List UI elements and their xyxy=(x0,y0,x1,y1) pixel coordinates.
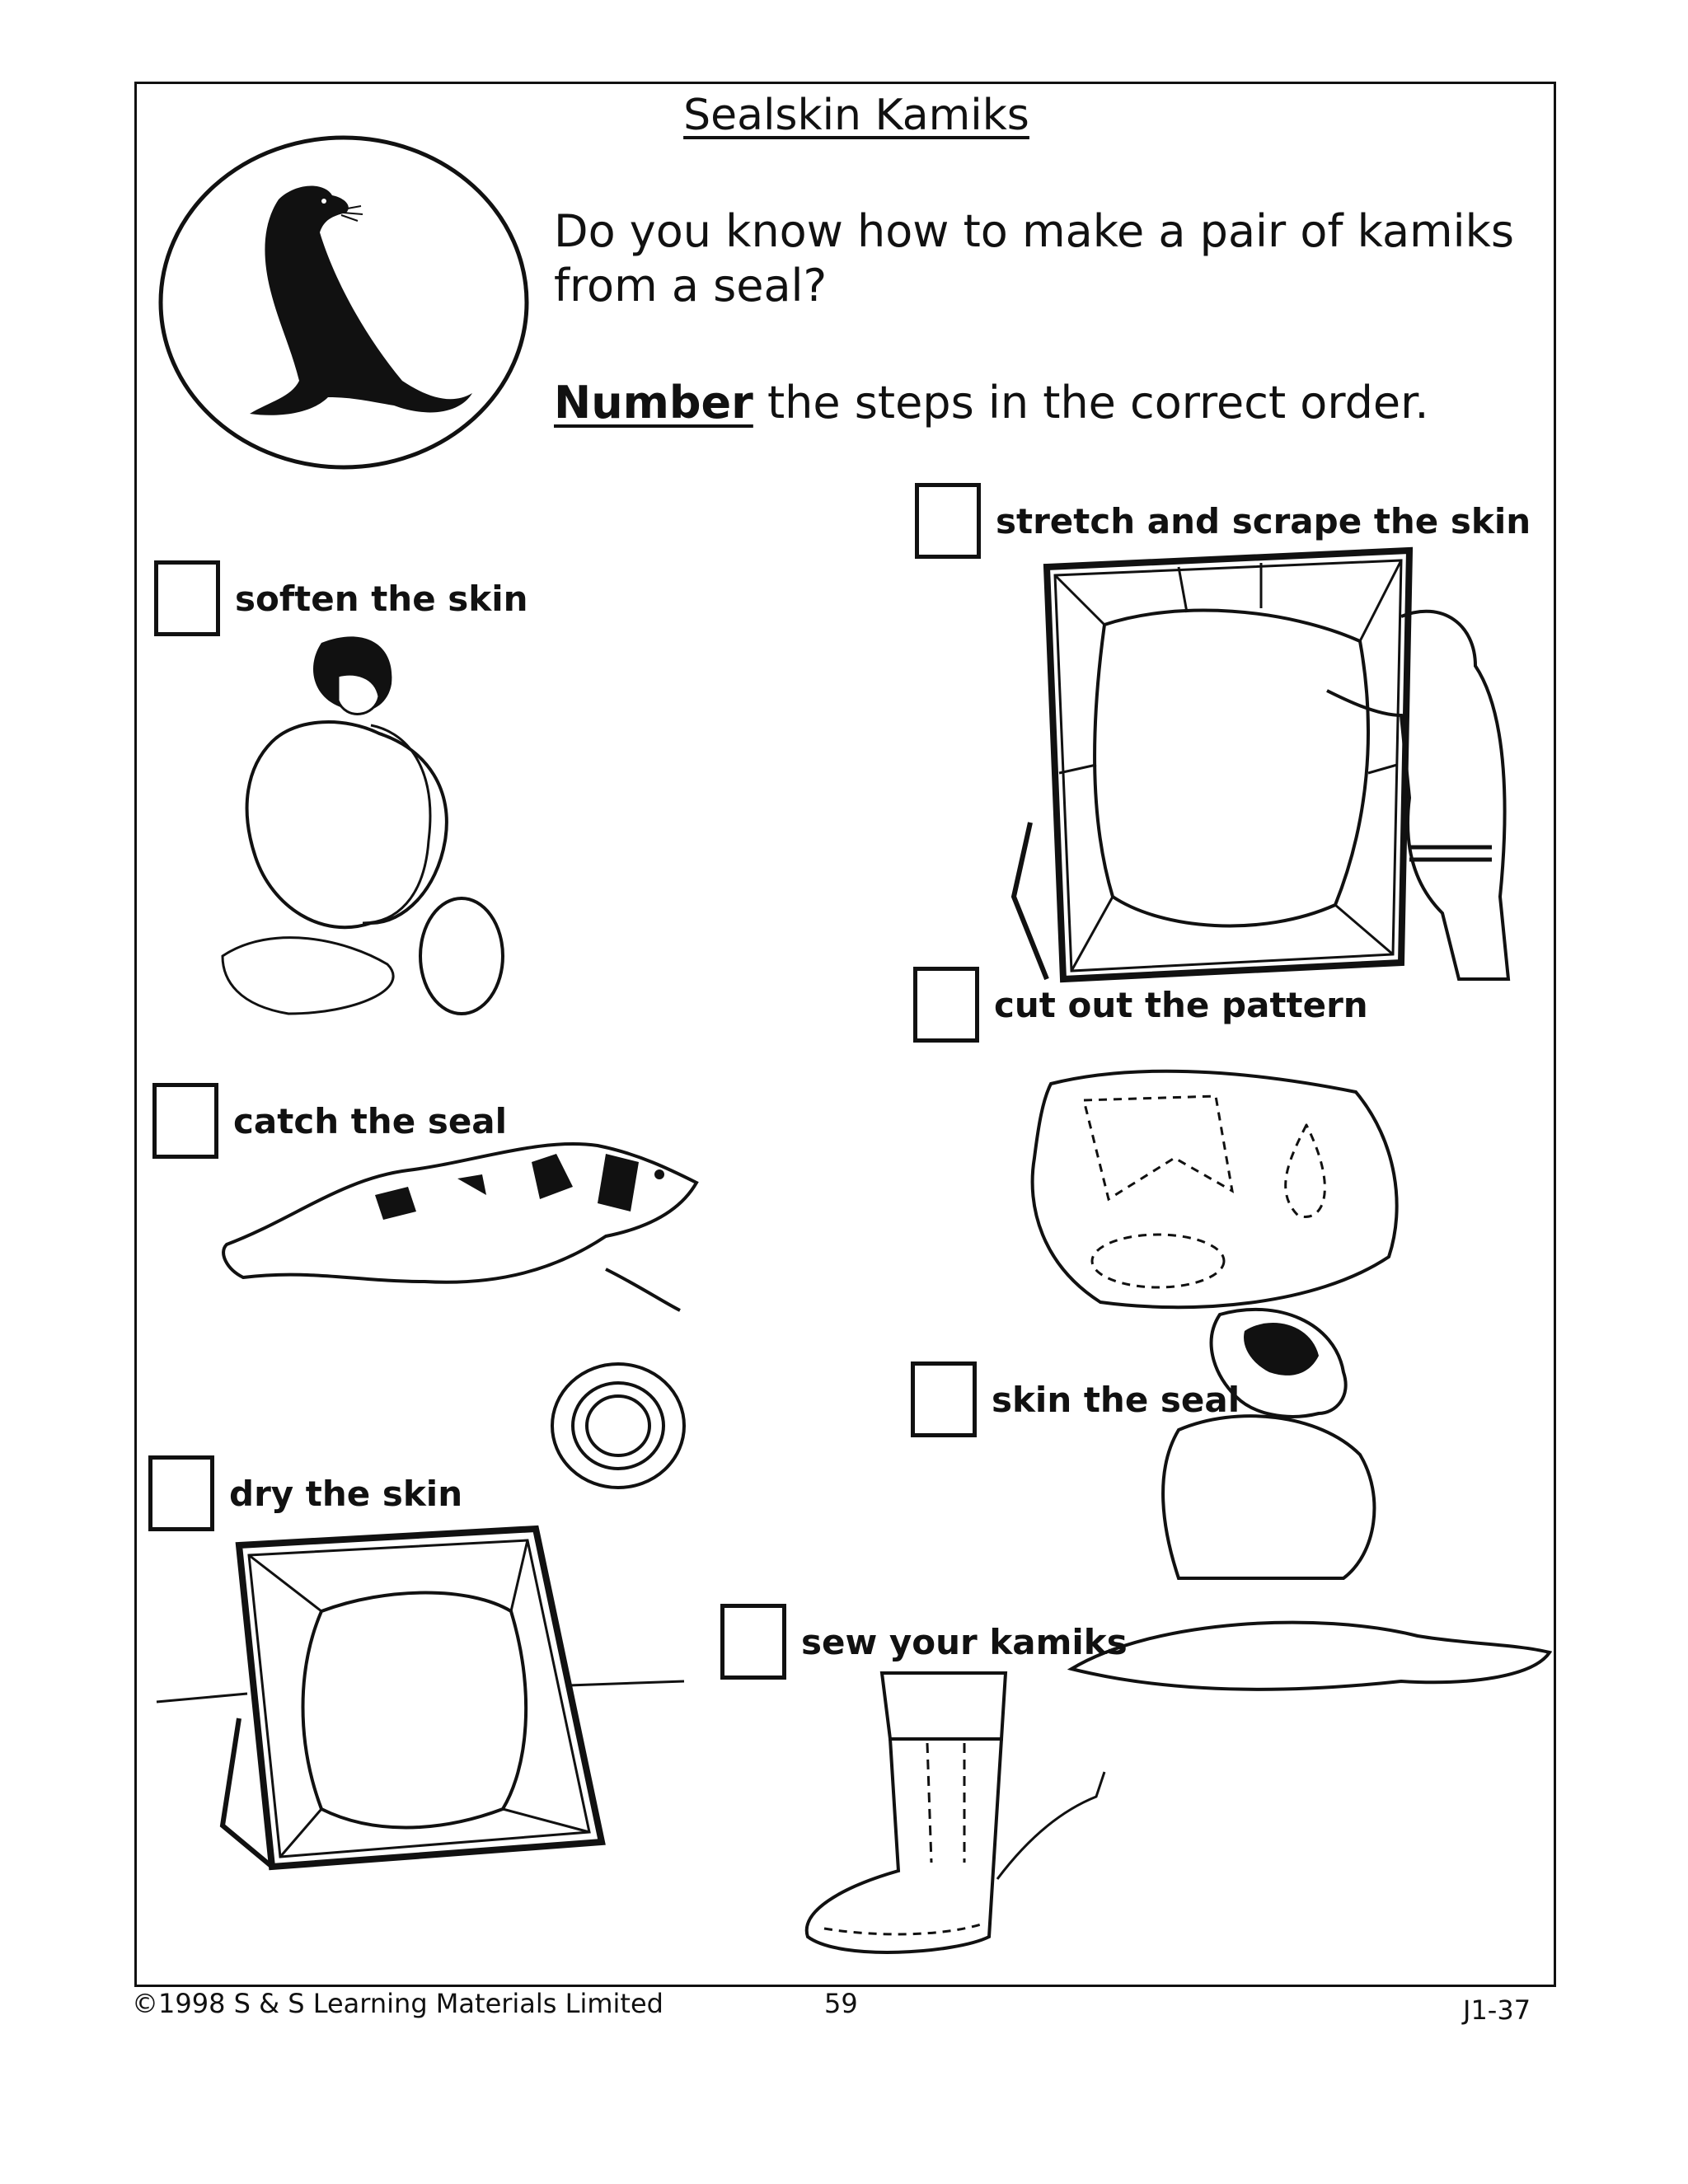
stretch-skin-illustration xyxy=(1014,551,1525,996)
worksheet-title-row xyxy=(0,91,1688,140)
worksheet-instruction xyxy=(554,376,1526,430)
ring-illustration xyxy=(548,1360,688,1492)
step-number-box[interactable] xyxy=(152,1083,218,1159)
soften-skin-illustration xyxy=(223,626,552,1022)
seal-medallion-illustration xyxy=(155,134,532,471)
cut-pattern-illustration xyxy=(1026,1059,1414,1315)
step-label: sew your kamiks xyxy=(801,1621,1128,1662)
step-number-box[interactable] xyxy=(913,967,979,1043)
kamik-boot-illustration xyxy=(791,1665,1137,1961)
footer-copyright: ©1998 S & S Learning Materials Limited xyxy=(132,1988,663,2019)
step-label: soften the skin xyxy=(235,578,528,619)
step-number-box[interactable] xyxy=(911,1361,977,1437)
instruction-text: the steps in the correct order. xyxy=(753,377,1429,429)
step-stretch-and-scrape xyxy=(915,483,1531,559)
step-label: skin the seal xyxy=(992,1379,1240,1420)
footer-code: J1-37 xyxy=(1463,1994,1531,2026)
step-dry-the-skin xyxy=(148,1455,462,1531)
worksheet-title: Sealskin Kamiks xyxy=(683,91,1029,140)
worksheet-question: Do you know how to make a pair of kamiks from a seal? xyxy=(554,205,1515,312)
step-label: stretch and scrape the skin xyxy=(996,500,1531,541)
seal-lying-illustration xyxy=(210,1104,705,1319)
step-label: catch the seal xyxy=(233,1100,508,1141)
step-number-box[interactable] xyxy=(720,1604,786,1680)
instruction-keyword: Number xyxy=(554,377,753,429)
step-label: cut out the pattern xyxy=(994,984,1368,1025)
step-number-box[interactable] xyxy=(154,560,220,636)
footer-page-number: 59 xyxy=(824,1988,858,2019)
skin-seal-illustration xyxy=(1071,1306,1550,1702)
dry-skin-illustration xyxy=(157,1529,701,1875)
step-number-box[interactable] xyxy=(915,483,981,559)
step-cut-out-the-pattern xyxy=(913,967,1368,1043)
step-number-box[interactable] xyxy=(148,1455,214,1531)
step-soften-the-skin xyxy=(154,560,528,636)
step-label: dry the skin xyxy=(229,1473,463,1514)
